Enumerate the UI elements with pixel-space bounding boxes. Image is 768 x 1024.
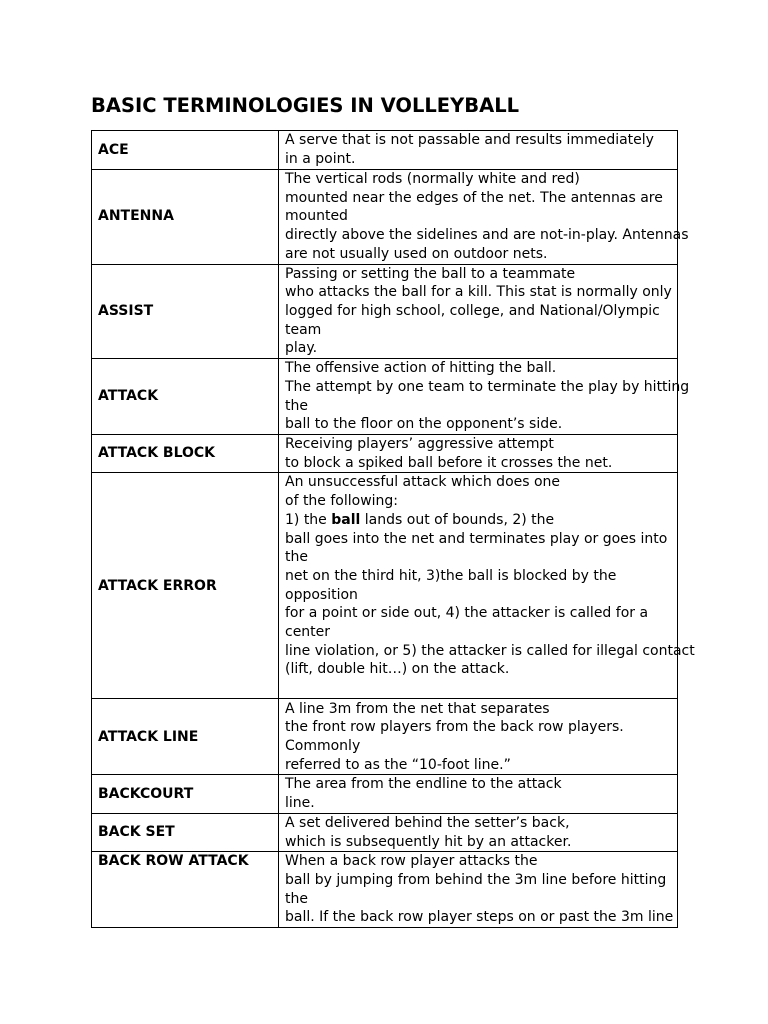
definition-line: which is subsequently hit by an attacker. bbox=[285, 833, 572, 850]
definition-line: A serve that is not passable and results immediately bbox=[285, 132, 654, 149]
definition-line: opposition bbox=[285, 586, 358, 603]
table-row bbox=[92, 264, 678, 359]
term-cell: ATTACK bbox=[92, 359, 279, 435]
definition-line: The area from the endline to the attack bbox=[285, 776, 562, 793]
definition-cell bbox=[279, 359, 690, 435]
definition-cell bbox=[279, 170, 689, 265]
definition-line: who attacks the ball for a kill. This stat is normally only bbox=[285, 284, 672, 301]
term-cell: ATTACK LINE bbox=[92, 699, 279, 775]
definition-line: the bbox=[285, 397, 308, 414]
definition-line: net on the third hit, 3)the ball is blocked by the bbox=[285, 567, 617, 584]
definition-line: ball. If the back row player steps on or past the 3m line bbox=[285, 909, 674, 926]
term-cell: BACK SET bbox=[92, 813, 279, 851]
definition-line: (lift, double hit…) on the attack. bbox=[285, 661, 510, 678]
table-row bbox=[92, 813, 678, 851]
table-row bbox=[92, 131, 678, 170]
definition-line: Receiving players’ aggressive attempt bbox=[285, 436, 554, 453]
definition-line: mounted near the edges of the net. The antennas are bbox=[285, 189, 663, 206]
definition-cell bbox=[279, 473, 695, 699]
definition-line: mounted bbox=[285, 208, 348, 225]
definition-line: When a back row player attacks the bbox=[285, 853, 538, 870]
definition-cell bbox=[279, 775, 678, 813]
definition-line: ball goes into the net and terminates play or goes into bbox=[285, 530, 668, 547]
definition-line: Commonly bbox=[285, 737, 361, 754]
definition-line: center bbox=[285, 624, 331, 641]
definition-line: A set delivered behind the setter’s back, bbox=[285, 814, 570, 831]
table-row bbox=[92, 435, 678, 473]
definition-line: of the following: bbox=[285, 493, 399, 510]
bold-word: ball bbox=[331, 511, 361, 528]
definition-line: ball to the floor on the opponent’s side. bbox=[285, 416, 563, 433]
definition-cell bbox=[279, 435, 678, 473]
definition-line: ball by jumping from behind the 3m line before hitting bbox=[285, 871, 667, 888]
table-row bbox=[92, 699, 678, 775]
table-row bbox=[92, 359, 678, 435]
definition-text: 1) the bbox=[285, 511, 332, 528]
definition-cell bbox=[279, 131, 678, 170]
definition-line: line violation, or 5) the attacker is called for illegal contact bbox=[285, 642, 695, 659]
definition-line: the bbox=[285, 890, 308, 907]
definition-line: Passing or setting the ball to a teammate bbox=[285, 265, 576, 282]
term-cell: ATTACK ERROR bbox=[92, 473, 279, 699]
definition-line: the front row players from the back row players. bbox=[285, 719, 624, 736]
definition-cell bbox=[279, 264, 678, 359]
terminology-table bbox=[91, 130, 695, 928]
term-cell: ASSIST bbox=[92, 264, 279, 359]
definition-cell bbox=[279, 813, 678, 851]
definition-line: An unsuccessful attack which does one bbox=[285, 474, 561, 491]
term-cell: BACK ROW ATTACK bbox=[92, 852, 279, 928]
term-cell: BACKCOURT bbox=[92, 775, 279, 813]
definition-line: the bbox=[285, 549, 308, 566]
term-cell: ACE bbox=[92, 131, 279, 170]
table-row bbox=[92, 775, 678, 813]
table-row bbox=[92, 170, 678, 265]
definition-line: to block a spiked ball before it crosses the net. bbox=[285, 454, 613, 471]
term-cell: ATTACK BLOCK bbox=[92, 435, 279, 473]
table-row bbox=[92, 852, 678, 928]
definition-line bbox=[285, 511, 671, 530]
definition-line: A line 3m from the net that separates bbox=[285, 700, 550, 717]
document-title: BASIC TERMINOLOGIES IN VOLLEYBALL bbox=[91, 94, 520, 117]
definition-line: line. bbox=[285, 795, 315, 812]
definition-line: for a point or side out, 4) the attacker is called for a bbox=[285, 605, 649, 622]
term-cell: ANTENNA bbox=[92, 170, 279, 265]
table-row bbox=[92, 473, 678, 699]
definition-text: lands out of bounds, 2) the bbox=[360, 511, 555, 528]
definition-line: team bbox=[285, 321, 322, 338]
definition-line: play. bbox=[285, 340, 318, 357]
definition-line: logged for high school, college, and National/Olympic bbox=[285, 302, 660, 319]
definition-line: referred to as the “10-foot line.” bbox=[285, 756, 511, 773]
definition-line: are not usually used on outdoor nets. bbox=[285, 245, 548, 262]
definition-cell bbox=[279, 852, 678, 928]
definition-cell bbox=[279, 699, 678, 775]
definition-line: The attempt by one team to terminate the play by hitting bbox=[285, 378, 690, 395]
definition-line: directly above the sidelines and are not-in-play. Antennas bbox=[285, 227, 689, 244]
definition-line: The vertical rods (normally white and red) bbox=[285, 171, 580, 187]
definition-line: in a point. bbox=[285, 151, 356, 167]
definition-line: The offensive action of hitting the ball. bbox=[285, 360, 557, 377]
